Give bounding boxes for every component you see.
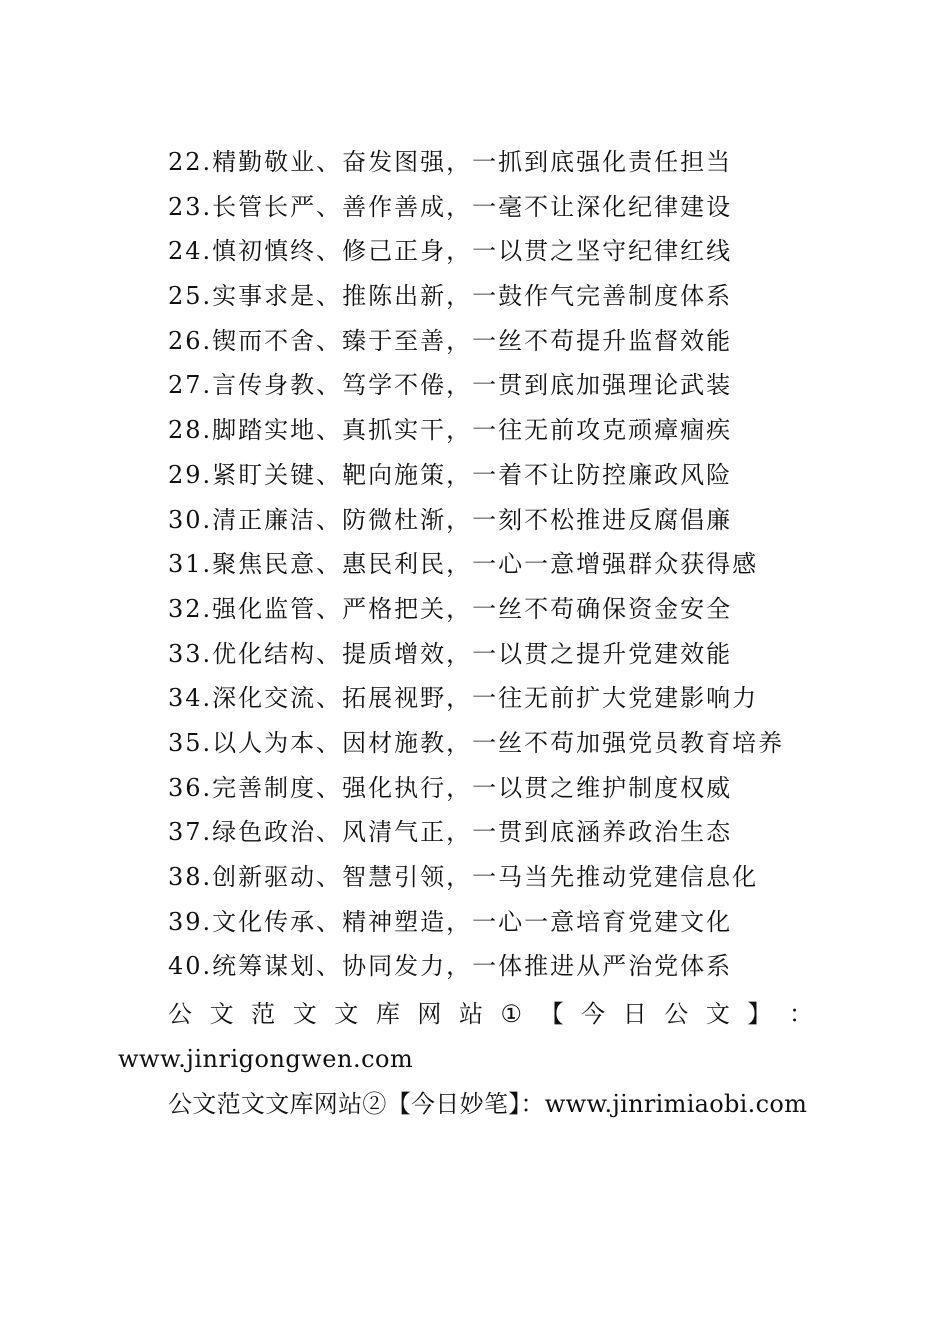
- list-item: 31.聚焦民意、惠民利民，一心一意增强群众获得感: [168, 550, 759, 579]
- footer-website-1-url: www.jinrigongwen.com: [118, 1045, 414, 1073]
- footer-char: 】: [747, 1000, 772, 1028]
- footer-char: 公: [168, 1000, 192, 1028]
- list-item: 28.脚踏实地、真抓实干，一往无前攻克顽瘴痼疾: [168, 416, 733, 445]
- list-item: 35.以人为本、因材施教，一丝不苟加强党员教育培养: [168, 728, 785, 757]
- footer-char: 网: [417, 1000, 442, 1028]
- list-item: 29.紧盯关键、靶向施策，一着不让防控廉政风险: [168, 460, 733, 489]
- footer-char: ：: [788, 1000, 813, 1028]
- footer-char: 站: [458, 1000, 483, 1028]
- footer-char: 今: [581, 1000, 606, 1028]
- list-item: 36.完善制度、强化执行，一以贯之维护制度权威: [168, 773, 733, 802]
- list-item: 33.优化结构、提质增效，一以贯之提升党建效能: [168, 639, 733, 668]
- list-item: 32.强化监管、严格把关，一丝不苟确保资金安全: [168, 594, 733, 623]
- list-item: 26.锲而不舍、臻于至善，一丝不苟提升监督效能: [168, 326, 733, 355]
- list-item: 37.绿色政治、风清气正，一贯到底涵养政治生态: [168, 818, 733, 847]
- footer-char: 库: [375, 1000, 400, 1028]
- footer-char: 文: [292, 1000, 317, 1028]
- list-item: 38.创新驱动、智慧引领，一马当先推动党建信息化: [168, 863, 759, 891]
- footer-char: 【: [539, 1000, 564, 1028]
- list-item: 30.清正廉洁、防微杜渐，一刻不松推进反腐倡廉: [168, 505, 733, 534]
- footer-char: 公: [664, 1000, 689, 1028]
- list-item: 23.长管长严、善作善成，一毫不让深化纪律建设: [168, 192, 733, 221]
- footer-char: 范: [251, 1000, 276, 1028]
- list-item: 34.深化交流、拓展视野，一往无前扩大党建影响力: [168, 684, 759, 713]
- footer-char: 日: [622, 1000, 647, 1028]
- list-item: 25.实事求是、推陈出新，一鼓作气完善制度体系: [168, 282, 733, 311]
- list-item: 39.文化传承、精神塑造，一心一意培育党建文化: [168, 907, 733, 936]
- list-item: 40.统筹谋划、协同发力，一体推进从严治党体系: [168, 952, 733, 981]
- footer-char: ①: [500, 1000, 523, 1028]
- footer-website-2: 公文范文文库网站②【今日妙笔】：www.jinrimiaobi.com: [168, 1090, 808, 1118]
- footer-char: 文: [209, 1000, 234, 1028]
- footer-website-1-label: [168, 992, 813, 1036]
- slogan-list: [168, 140, 784, 989]
- list-item: 24.慎初慎终、修己正身，一以贯之坚守纪律红线: [168, 237, 733, 266]
- footer-char: 文: [334, 1000, 359, 1028]
- footer-char: 文: [705, 1000, 730, 1028]
- list-item: 27.言传身教、笃学不倦，一贯到底加强理论武装: [168, 371, 733, 400]
- list-item: 22.精勤敬业、奋发图强，一抓到底强化责任担当: [168, 148, 733, 176]
